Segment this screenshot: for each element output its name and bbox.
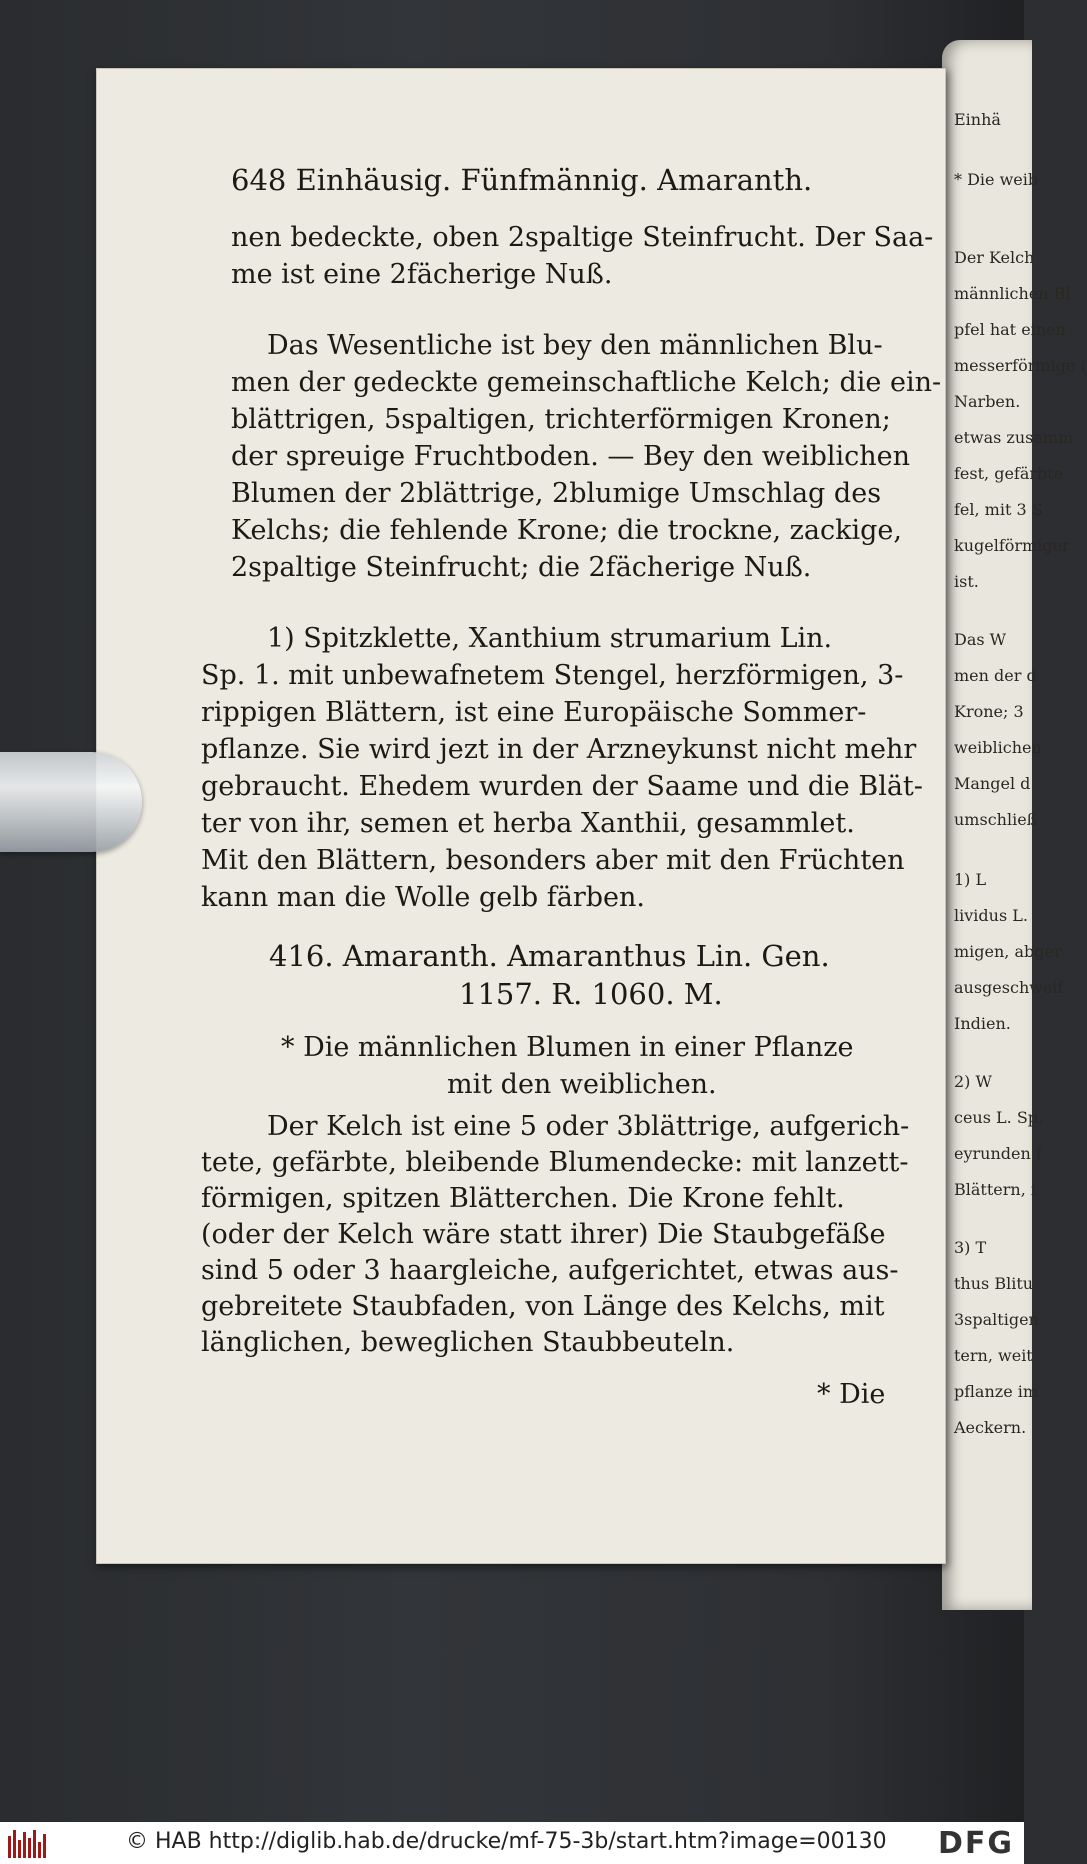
next-page-line: 3) T — [954, 1238, 987, 1257]
next-page-line: men der d — [954, 666, 1037, 685]
text-line: sind 5 oder 3 haargleiche, aufgerichtet, etwas aus- — [201, 1255, 899, 1286]
text-line: me ist eine 2fächerige Nuß. — [231, 259, 613, 290]
text-line: (oder der Kelch wäre statt ihrer) Die Staubgefäße — [201, 1219, 886, 1250]
next-page-line: etwas zusamm — [954, 428, 1074, 447]
next-page-line: tern, weit — [954, 1346, 1033, 1365]
text-line: Sp. 1. mit unbewafnetem Stengel, herzförmigen, 3- — [201, 660, 904, 691]
sub-heading: mit den weiblichen. — [447, 1069, 717, 1100]
next-page-edge — [942, 40, 1087, 1610]
section-heading: 416. Amaranth. Amaranthus Lin. Gen. — [269, 939, 830, 973]
next-page-line: pfel hat einen — [954, 320, 1066, 339]
next-page-line: 3spaltigen — [954, 1310, 1039, 1329]
next-page-line: 1) L — [954, 870, 987, 889]
next-page-line: * Die weib — [954, 170, 1039, 189]
hab-logo-icon — [6, 1828, 52, 1858]
text-line: nen bedeckte, oben 2spaltige Steinfrucht. Der Saa- — [231, 222, 934, 253]
text-line: Kelchs; die fehlende Krone; die trockne, zackige, — [231, 515, 902, 546]
text-line: Mit den Blättern, besonders aber mit den Früchten — [201, 845, 905, 876]
running-header: 648 Einhäusig. Fünfmännig. Amaranth. — [231, 163, 813, 197]
footer-bar — [0, 1822, 1024, 1864]
dfg-logo: DFG — [937, 1826, 1014, 1861]
glass-clamp — [0, 752, 142, 852]
next-page-line: 2) W — [954, 1072, 992, 1091]
text-line: Das Wesentliche ist bey den männlichen Blu- — [267, 330, 883, 361]
text-line: pflanze. Sie wird jezt in der Arzneykunst nicht mehr — [201, 734, 917, 765]
next-page-line: umschließ — [954, 810, 1038, 829]
book-page — [96, 68, 946, 1564]
next-page-line: fel, mit 3 S — [954, 500, 1043, 519]
next-page-line: Indien. — [954, 1014, 1011, 1033]
text-line: gebraucht. Ehedem wurden der Saame und die Blät- — [201, 771, 923, 802]
next-page-line: migen, abger — [954, 942, 1062, 961]
next-page-line: Aeckern. — [954, 1418, 1027, 1437]
next-page-line: Blättern, i — [954, 1180, 1036, 1199]
next-page-line: eyrunden f — [954, 1144, 1042, 1163]
next-page-line: ausgeschweif — [954, 978, 1064, 997]
source-url-text[interactable]: © HAB http://diglib.hab.de/drucke/mf-75-3b/start.htm?image=00130 — [126, 1829, 887, 1854]
next-page-line: männlichen Bl — [954, 284, 1071, 303]
text-line: rippigen Blättern, ist eine Europäische Sommer- — [201, 697, 867, 728]
next-page-line: Narben. — [954, 392, 1021, 411]
text-line: kann man die Wolle gelb färben. — [201, 882, 645, 913]
text-line: tete, gefärbte, bleibende Blumendecke: mit lanzett- — [201, 1147, 909, 1178]
text-line: Der Kelch ist eine 5 oder 3blättrige, aufgerich- — [267, 1111, 910, 1142]
next-page-line: weiblichen — [954, 738, 1042, 757]
next-page-line: pflanze im — [954, 1382, 1039, 1401]
sub-heading: * Die männlichen Blumen in einer Pflanze — [281, 1032, 854, 1063]
next-page-line: lividus L. — [954, 906, 1028, 925]
text-line: der spreuige Fruchtboden. — Bey den weiblichen — [231, 441, 911, 472]
text-line: ter von ihr, semen et herba Xanthii, gesammlet. — [201, 808, 855, 839]
text-line: 1) Spitzklette, Xanthium strumarium Lin. — [267, 623, 833, 654]
next-page-line: thus Blitu — [954, 1274, 1034, 1293]
next-page-line: Der Kelch — [954, 248, 1035, 267]
next-page-line: fest, gefärbte — [954, 464, 1064, 483]
text-line: förmigen, spitzen Blätterchen. Die Krone fehlt. — [201, 1183, 845, 1214]
text-line: 2spaltige Steinfrucht; die 2fächerige Nuß. — [231, 552, 812, 583]
next-page-line: Einhä — [954, 110, 1001, 129]
section-heading: 1157. R. 1060. M. — [459, 977, 723, 1011]
next-page-line: kugelförmiger — [954, 536, 1070, 555]
next-page-line: ist. — [954, 572, 979, 591]
text-line: Blumen der 2blättrige, 2blumige Umschlag des — [231, 478, 882, 509]
catchword: * Die — [817, 1379, 886, 1410]
next-page-line: ceus L. Sp. — [954, 1108, 1044, 1127]
next-page-line: Mangel d — [954, 774, 1031, 793]
text-line: blättrigen, 5spaltigen, trichterförmigen Kronen; — [231, 404, 891, 435]
next-page-line: Das W — [954, 630, 1007, 649]
text-line: men der gedeckte gemeinschaftliche Kelch; die ein- — [231, 367, 942, 398]
next-page-line: messerförmige ( — [954, 356, 1087, 375]
text-line: länglichen, beweglichen Staubbeuteln. — [201, 1327, 735, 1358]
next-page-line: Krone; 3 — [954, 702, 1024, 721]
text-line: gebreitete Staubfaden, von Länge des Kelchs, mit — [201, 1291, 885, 1322]
